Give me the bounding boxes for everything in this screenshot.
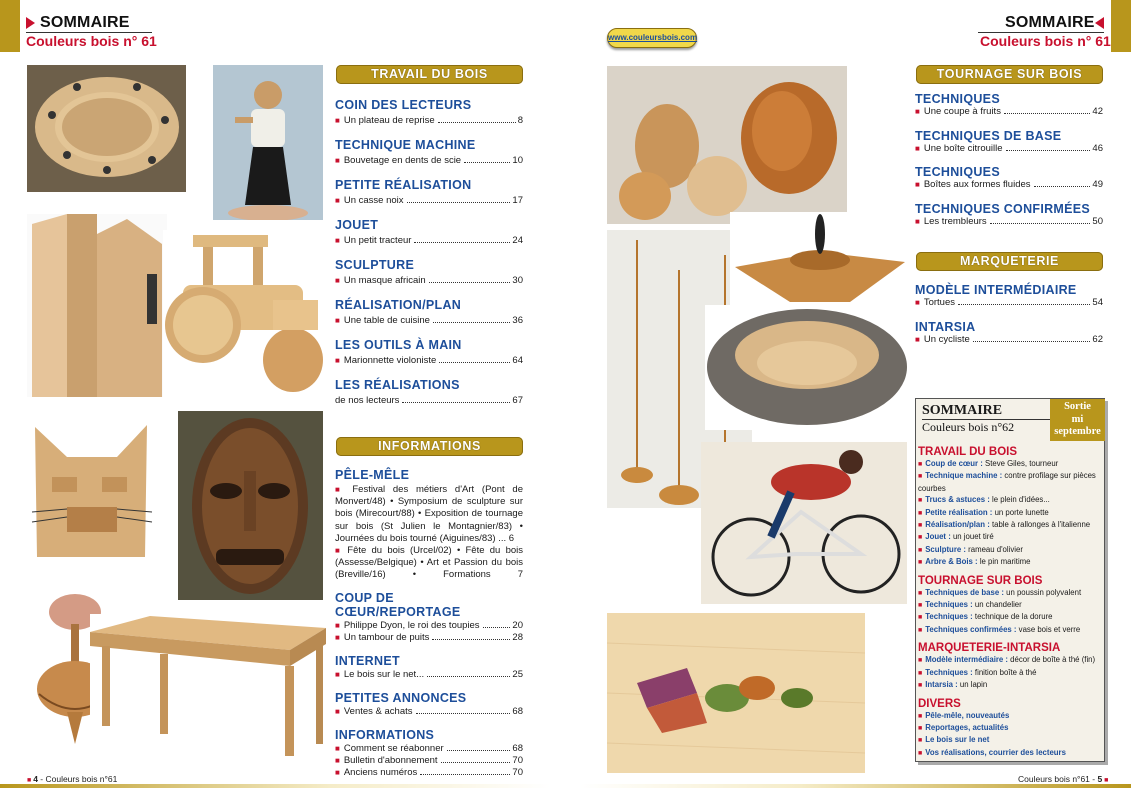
toc-entry-label: Un plateau de reprise (343, 115, 435, 126)
toc-category: TECHNIQUES (915, 92, 1000, 106)
next-issue-line: ■ Techniques : technique de la dorure (918, 612, 1053, 622)
banner-tournage: TOURNAGE SUR BOIS (916, 65, 1103, 84)
pele-mele-paragraph-2[interactable]: ■ Fête du bois (Urcel/02) • Fête du bois (Assesse/Belgique) • Art et Passion du bois (Breville/16) • Formations 7 (335, 545, 523, 581)
toc-entry[interactable]: ■ Un tambour de puits 28 (335, 631, 523, 643)
toc-category: TECHNIQUE MACHINE (335, 138, 476, 152)
toc-section (915, 320, 1103, 357)
left-footer-text: - Couleurs bois n°61 (37, 774, 118, 784)
toc-section (335, 378, 523, 418)
toc-entry-page: 46 (1092, 142, 1103, 154)
next-issue-line: ■ Le bois sur le net (918, 735, 990, 745)
toc-entry-page: 62 (1092, 333, 1103, 345)
toc-entry-label: Une boîte citrouille (923, 142, 1003, 154)
toc-entry-label: Boîtes aux formes fluides (923, 179, 1031, 190)
pele-mele-text-2: Fête du bois (Urcel/02) • Fête du bois (Assesse/Belgique) • Art et Passion du bois (Breville/16) • Formations (335, 545, 523, 581)
left-footer: ■ 4 - Couleurs bois n°61 (27, 774, 118, 784)
toc-entry-label: Philippe Dyon, le roi des toupies (343, 619, 480, 631)
photo-marionnette (213, 65, 323, 220)
toc-entry-label: Bouvetage en dents de scie (343, 155, 462, 166)
toc-entry[interactable]: ■ Tortues 54 (915, 297, 1103, 308)
toc-category-pele-mele: PÊLE-MÊLE (335, 468, 410, 482)
next-issue-subtitle: Couleurs bois n°62 (922, 420, 1015, 434)
next-issue-line: ■ Techniques de base : un poussin polyvalent (918, 587, 1082, 597)
toc-entry-label: Une coupe à fruits (923, 106, 1001, 117)
toc-entry-label: Un tambour de puits (343, 631, 430, 643)
left-page-tab (0, 0, 20, 52)
website-badge[interactable] (607, 28, 697, 48)
toc-entry-label: Tortues (923, 297, 955, 308)
toc-travail-du-bois (335, 98, 523, 418)
pele-mele-paragraph-1[interactable]: ■ Festival des métiers d'Art (Pont de Monvert/48) • Symposium de sculpture sur bois (Mirecourt/88) • Exposition de tournage sur bois (St Julien le Montagnier/83) • Journées du bois tourné (Aiguines/83) ... 6 (335, 484, 523, 544)
banner-informations: INFORMATIONS (336, 437, 523, 456)
toc-section (335, 138, 523, 178)
next-issue-line: ■ Sculpture : rameau d'olivier (918, 544, 1023, 554)
toc-entry-page: 24 (512, 235, 523, 246)
toc-category: PETITE RÉALISATION (335, 178, 472, 192)
next-issue-category: TOURNAGE SUR BOIS (918, 574, 1043, 587)
toc-section (335, 218, 523, 258)
next-issue-box (915, 398, 1105, 762)
toc-entry-page: 36 (512, 315, 523, 326)
toc-section (915, 129, 1103, 166)
toc-entry-page: 70 (512, 766, 523, 778)
toc-category: TECHNIQUES CONFIRMÉES (915, 201, 1091, 216)
next-issue-line: ■ Petite réalisation : un porte lunette (918, 507, 1049, 517)
release-line-2: mi (1071, 413, 1084, 425)
next-issue-line: ■ Réalisation/plan : table à rallonges à l'italienne (918, 520, 1091, 530)
release-line-3: septembre (1054, 426, 1101, 437)
photo-boite-forme-fluide (730, 212, 910, 307)
photo-petit-tracteur (163, 230, 326, 397)
right-header-subtitle: Couleurs bois n° 61 (980, 33, 1111, 49)
toc-entry-page: 64 (512, 355, 523, 366)
toc-category: PETITES ANNONCES (335, 690, 467, 705)
next-issue-title: SOMMAIRE (922, 403, 1050, 420)
photo-casse-noix (27, 214, 167, 397)
toc-category: COIN DES LECTEURS (335, 98, 472, 112)
toc-entry[interactable]: ■ Une table de cuisine 36 (335, 315, 523, 326)
toc-entry-label: Ventes & achats (343, 705, 413, 717)
toc-entry[interactable]: ■ Anciens numéros 70 (335, 766, 523, 778)
toc-marqueterie (915, 283, 1103, 356)
toc-entry-page: 17 (512, 195, 523, 206)
right-header-title: SOMMAIRE (1005, 14, 1095, 31)
release-badge (1050, 399, 1105, 441)
left-arrow-icon (26, 17, 35, 29)
next-issue-line: ■ Intarsia : un lapin (918, 680, 988, 690)
toc-informations (335, 468, 523, 779)
toc-entry[interactable]: ■ Les trembleurs 50 (915, 215, 1103, 227)
photo-cycliste (701, 442, 907, 604)
right-page-tab (1111, 0, 1131, 52)
next-issue-line: ■ Techniques : finition boîte à thé (918, 667, 1037, 677)
toc-entry-page: 25 (512, 668, 523, 680)
toc-category: RÉALISATION/PLAN (335, 298, 462, 312)
toc-entry-page: 49 (1092, 179, 1103, 190)
toc-entry[interactable]: ■ Un casse noix 17 (335, 195, 523, 206)
photo-boites-citrouille (607, 66, 847, 224)
toc-entry[interactable]: ■ Une boîte citrouille 46 (915, 142, 1103, 154)
toc-section (335, 258, 523, 298)
toc-entry-page: 67 (512, 395, 523, 406)
toc-category: INTARSIA (915, 319, 976, 334)
toc-category: TECHNIQUES (915, 165, 1000, 179)
toc-entry-label: Les trembleurs (923, 215, 987, 227)
toc-category: MODÈLE INTERMÉDIAIRE (915, 283, 1077, 297)
toc-entry-page: 68 (512, 705, 523, 717)
next-issue-category: MARQUETERIE-INTARSIA (918, 642, 1061, 655)
next-issue-category: TRAVAIL DU BOIS (918, 446, 1018, 458)
toc-entry-page: 28 (512, 631, 523, 643)
next-issue-line: ■ Techniques confirmées : vase bois et verre (918, 624, 1081, 634)
photo-chat-bois (27, 417, 155, 565)
toc-entry-label: Un casse noix (343, 195, 404, 206)
photo-table-de-cuisine (90, 614, 326, 760)
next-issue-line: ■ Jouet : un jouet tiré (918, 532, 994, 542)
toc-entry-label: Un petit tracteur (343, 235, 412, 246)
toc-section (915, 165, 1103, 202)
banner-marqueterie: MARQUETERIE (916, 252, 1103, 271)
left-header-title: SOMMAIRE (40, 14, 130, 31)
toc-entry-label: Bulletin d'abonnement (343, 754, 438, 766)
release-line-1: Sortie (1064, 401, 1091, 412)
toc-entry-page: 70 (512, 754, 523, 766)
right-footer-bar (580, 784, 1131, 788)
next-issue-line: ■ Technique machine : contre profilage sur pièces courbes (918, 471, 1096, 493)
toc-tournage (915, 92, 1103, 238)
toc-entry[interactable]: ■ Philippe Dyon, le roi des toupies 20 (335, 619, 523, 631)
toc-entry-page: 20 (512, 619, 523, 631)
next-issue-line: ■ Vos réalisations, courrier des lecteurs (918, 747, 1066, 757)
left-footer-bar (0, 784, 550, 788)
right-footer: Couleurs bois n°61 - 5 ■ (1018, 774, 1109, 784)
toc-entry-label: Le bois sur le net... (343, 668, 425, 680)
toc-entry[interactable]: ■ Une coupe à fruits 42 (915, 106, 1103, 117)
toc-entry-page: 68 (512, 742, 523, 754)
next-issue-line: ■ Trucs & astuces : le plein d'idées... (918, 495, 1050, 505)
toc-entry-label: Marionnette violoniste (343, 355, 437, 366)
toc-entry[interactable] (335, 395, 523, 407)
toc-entry[interactable]: ■ Ventes & achats 68 (335, 705, 523, 717)
toc-section (335, 338, 523, 378)
toc-entry-page: 42 (1092, 106, 1103, 117)
next-issue-content (918, 446, 1104, 759)
toc-category: JOUET (335, 218, 379, 232)
photo-plateau-de-reprise (27, 65, 186, 192)
pele-mele-text-1: Festival des métiers d'Art (Pont de Monvert/48) • Symposium de sculpture sur bois (Mirecourt/88) • Exposition de tournage sur bois (St Julien le Montagnier/83) • Journées du bois tourné (Aiguines/83) ... 6 (335, 484, 523, 544)
toc-category: INTERNET (335, 653, 400, 668)
toc-entry[interactable]: ■ Boîtes aux formes fluides 49 (915, 179, 1103, 190)
toc-section (335, 178, 523, 218)
toc-entry-page: 50 (1092, 215, 1103, 227)
toc-section (915, 283, 1103, 320)
toc-entry[interactable]: ■ Un plateau de reprise 8 (335, 115, 523, 126)
next-issue-line: ■ Coup de cœur : Steve Giles, tourneur (918, 459, 1059, 468)
toc-entry-page: 10 (512, 155, 523, 166)
toc-entry[interactable]: ■ Marionnette violoniste 64 (335, 355, 523, 366)
toc-entry-page: 8 (517, 115, 523, 126)
next-issue-header (922, 403, 1050, 435)
toc-entry-label: Un cycliste (923, 333, 970, 345)
toc-section (915, 202, 1103, 239)
toc-entry[interactable]: ■ Comment se réabonner 68 (335, 742, 523, 754)
next-issue-line: ■ Modèle intermédiaire : décor de boîte à thé (fin) (918, 655, 1096, 665)
left-page-number: 4 (33, 774, 38, 784)
toc-entry[interactable]: ■ Un petit tracteur 24 (335, 235, 523, 246)
toc-entry[interactable]: ■ Le bois sur le net... 25 (335, 668, 523, 680)
toc-entry-page: 54 (1092, 297, 1103, 308)
toc-category: COUP DE CŒUR/REPORTAGE (335, 590, 461, 619)
next-issue-category: DIVERS (918, 697, 961, 710)
toc-category: SCULPTURE (335, 258, 415, 272)
toc-entry[interactable]: ■ Un cycliste 62 (915, 333, 1103, 345)
photo-coupe-a-fruits (705, 305, 910, 430)
toc-entry-label: Un masque africain (343, 275, 426, 286)
right-arrow-icon (1095, 17, 1104, 29)
toc-section (335, 298, 523, 338)
website-link[interactable]: www.couleursbois.com (608, 33, 698, 42)
toc-entry-label: Anciens numéros (343, 766, 418, 778)
photo-masque-africain (178, 411, 323, 600)
photo-tortues (607, 613, 865, 773)
left-header-subtitle: Couleurs bois n° 61 (26, 33, 157, 49)
toc-entry[interactable]: ■ Bouvetage en dents de scie 10 (335, 155, 523, 166)
pele-mele-page-2: 7 (517, 569, 523, 581)
right-footer-text: Couleurs bois n°61 - (1018, 774, 1098, 784)
toc-category: INFORMATIONS (335, 727, 435, 742)
toc-section (915, 92, 1103, 129)
toc-entry-label: Une table de cuisine (343, 315, 430, 326)
right-page-number: 5 (1097, 774, 1103, 784)
banner-travail-du-bois: TRAVAIL DU BOIS (336, 65, 523, 84)
toc-entry[interactable]: ■ Un masque africain 30 (335, 275, 523, 286)
toc-category: LES OUTILS À MAIN (335, 338, 462, 352)
next-issue-line: ■ Techniques : un chandelier (918, 600, 1022, 610)
toc-entry[interactable]: ■ Bulletin d'abonnement 70 (335, 754, 523, 766)
toc-section (335, 98, 523, 138)
toc-entry-label: Comment se réabonner (343, 742, 444, 754)
next-issue-line: ■ Reportages, actualités (918, 722, 1009, 732)
toc-entry-label: de nos lecteurs (335, 395, 400, 406)
toc-category: LES RÉALISATIONS (335, 378, 460, 392)
toc-category: TECHNIQUES DE BASE (915, 128, 1062, 143)
next-issue-line: ■ Arbre & Bois : le pin maritime (918, 557, 1031, 567)
next-issue-line: ■ Pêle-mêle, nouveautés (918, 710, 1010, 720)
toc-entry-page: 30 (512, 275, 523, 286)
